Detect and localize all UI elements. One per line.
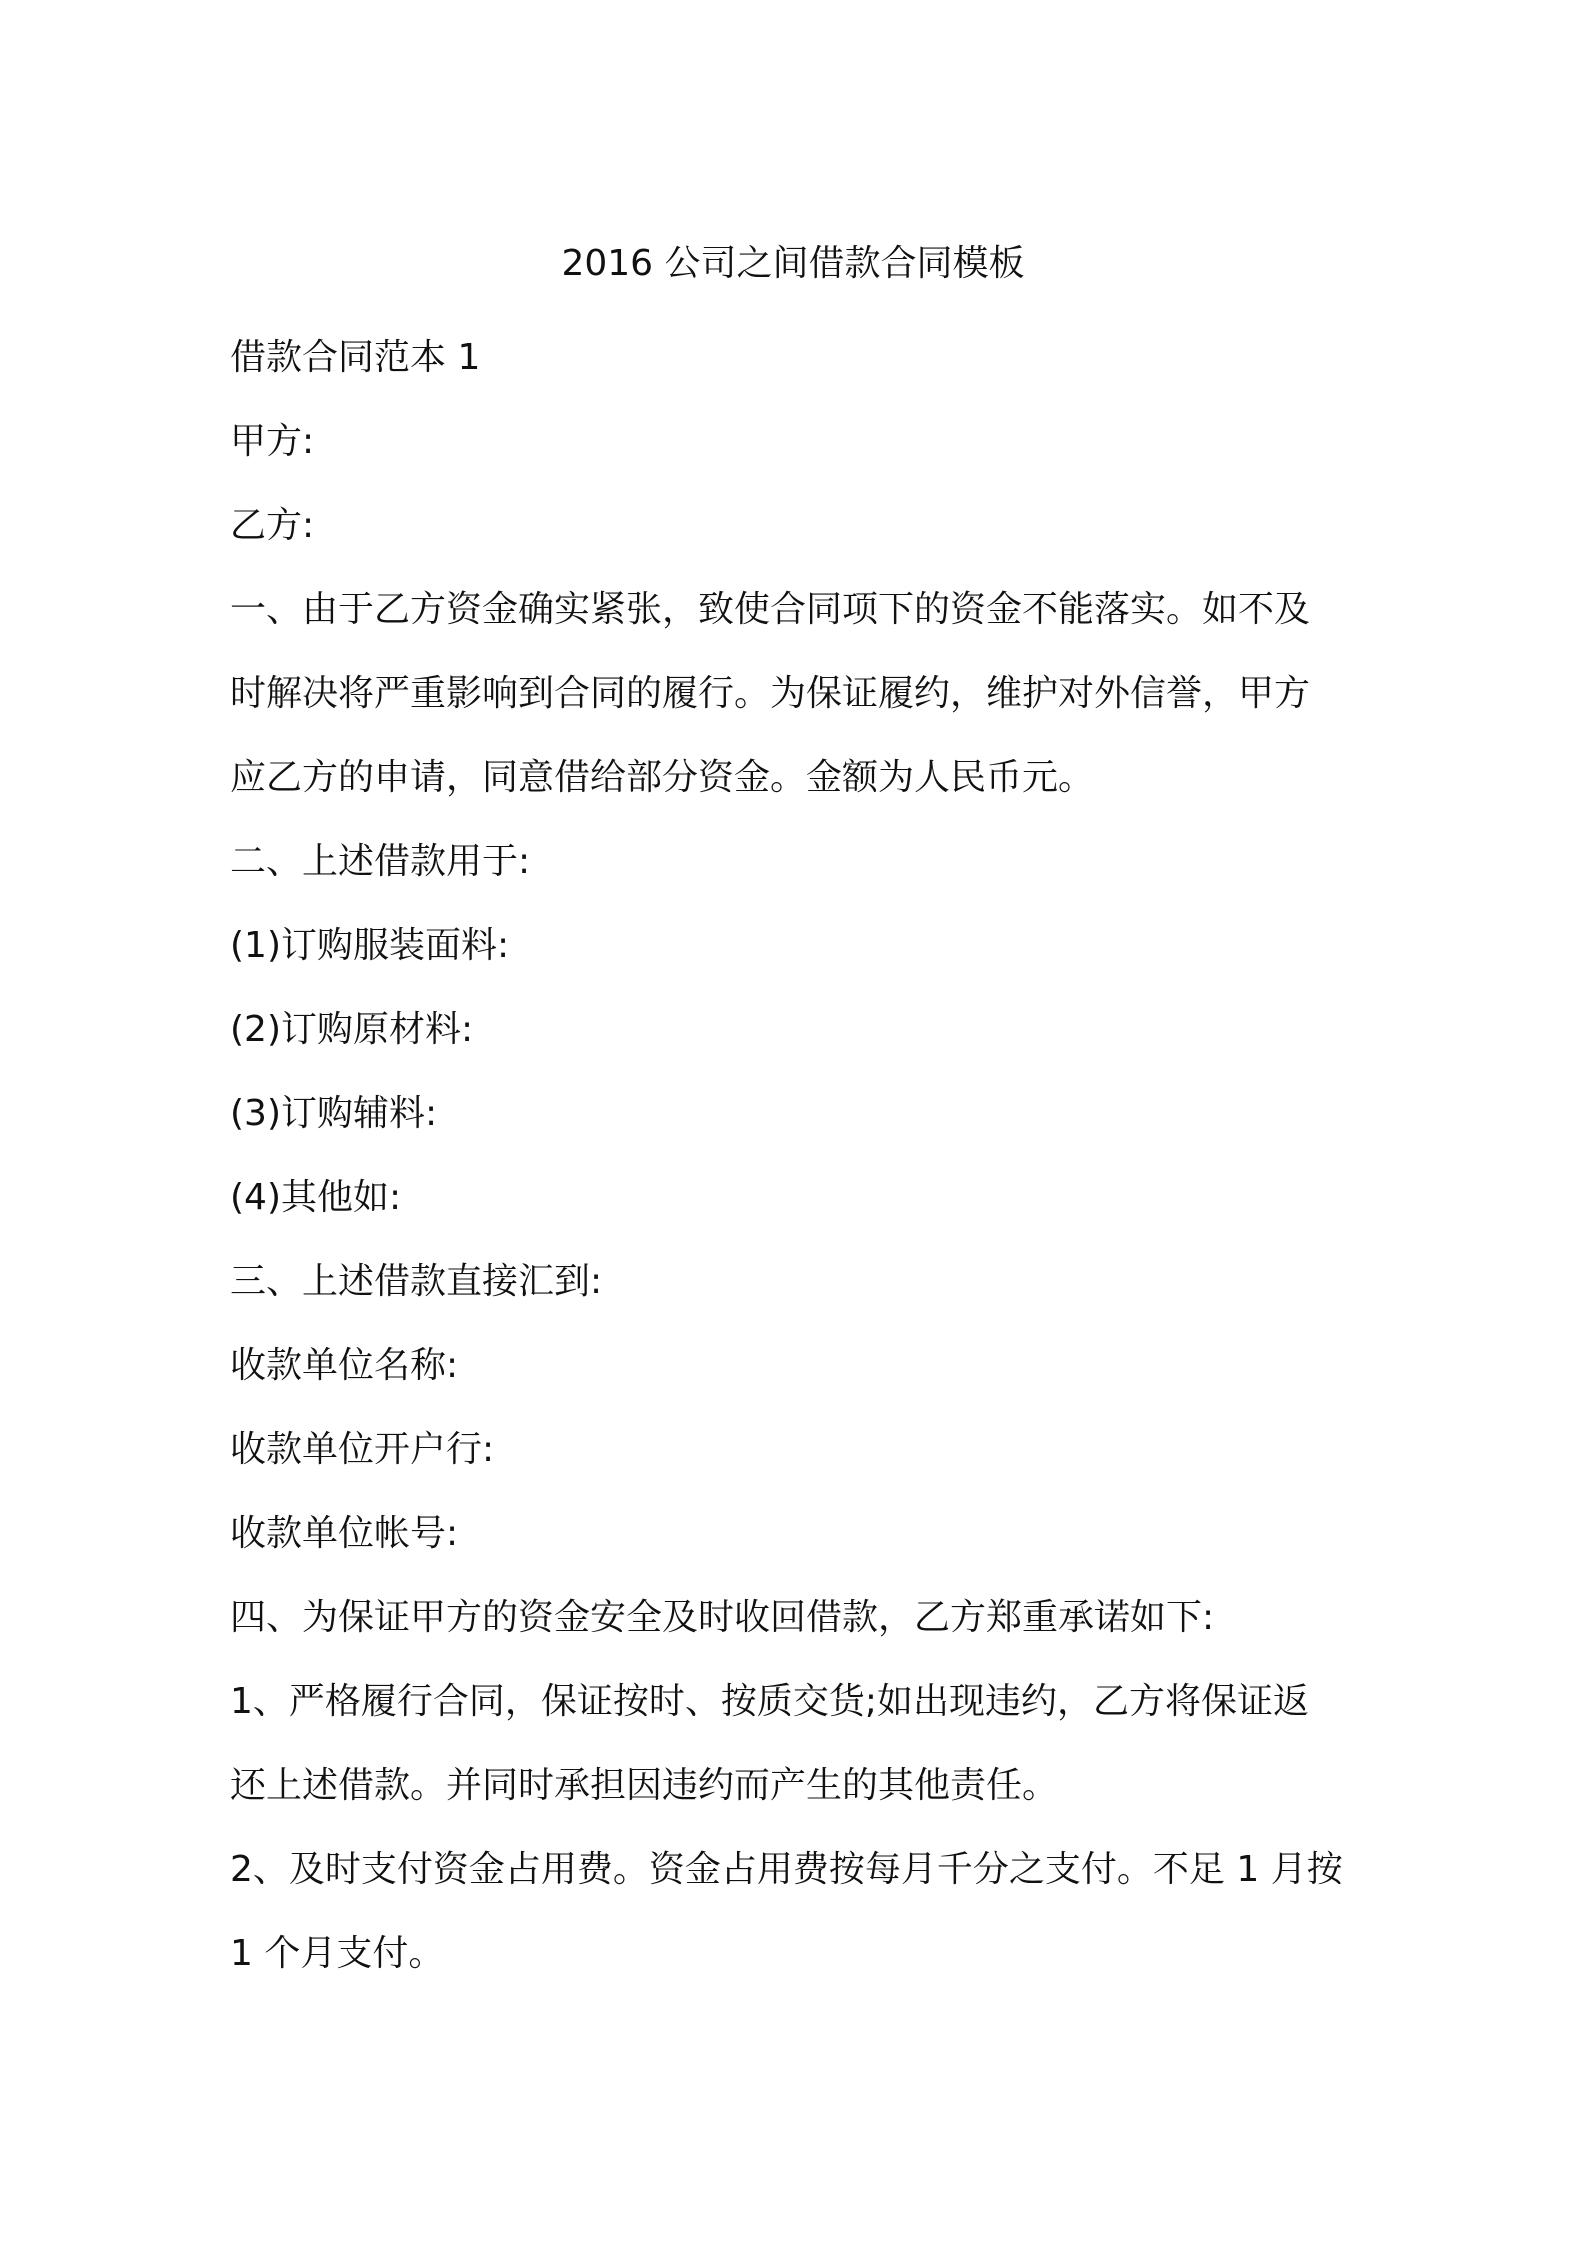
- text-line: 甲方:: [230, 421, 315, 462]
- text-line: 借款合同范本 1: [230, 337, 481, 378]
- text-line: (4)其他如:: [230, 1177, 402, 1218]
- text-line: 1 个月支付。: [230, 1933, 445, 1974]
- text-line: 收款单位名称:: [230, 1345, 459, 1386]
- text-line: 2、及时支付资金占用费。资金占用费按每月千分之支付。不足 1 月按: [230, 1849, 1343, 1890]
- text-line: 一、由于乙方资金确实紧张，致使合同项下的资金不能落实。如不及: [230, 589, 1311, 630]
- text-line: (1)订购服装面料:: [230, 925, 510, 966]
- text-line: 收款单位开户行:: [230, 1429, 495, 1470]
- text-line: 1、严格履行合同，保证按时、按质交货;如出现违约，乙方将保证返: [230, 1681, 1310, 1722]
- text-line: (2)订购原材料:: [230, 1009, 474, 1050]
- text-line: 时解决将严重影响到合同的履行。为保证履约，维护对外信誉，甲方: [230, 673, 1311, 714]
- text-line: 三、上述借款直接汇到:: [230, 1261, 603, 1302]
- text-line: 应乙方的申请，同意借给部分资金。金额为人民币元。: [230, 757, 1095, 798]
- text-line: (3)订购辅料:: [230, 1093, 438, 1134]
- text-line: 收款单位帐号:: [230, 1513, 459, 1554]
- text-line: 乙方:: [230, 505, 315, 546]
- document-title: 2016 公司之间借款合同模板: [561, 243, 1025, 284]
- text-line: 二、上述借款用于:: [230, 841, 531, 882]
- text-line: 还上述借款。并同时承担因违约而产生的其他责任。: [230, 1765, 1059, 1806]
- document-body: [230, 316, 1370, 1996]
- text-line: 四、为保证甲方的资金安全及时收回借款，乙方郑重承诺如下:: [230, 1597, 1215, 1638]
